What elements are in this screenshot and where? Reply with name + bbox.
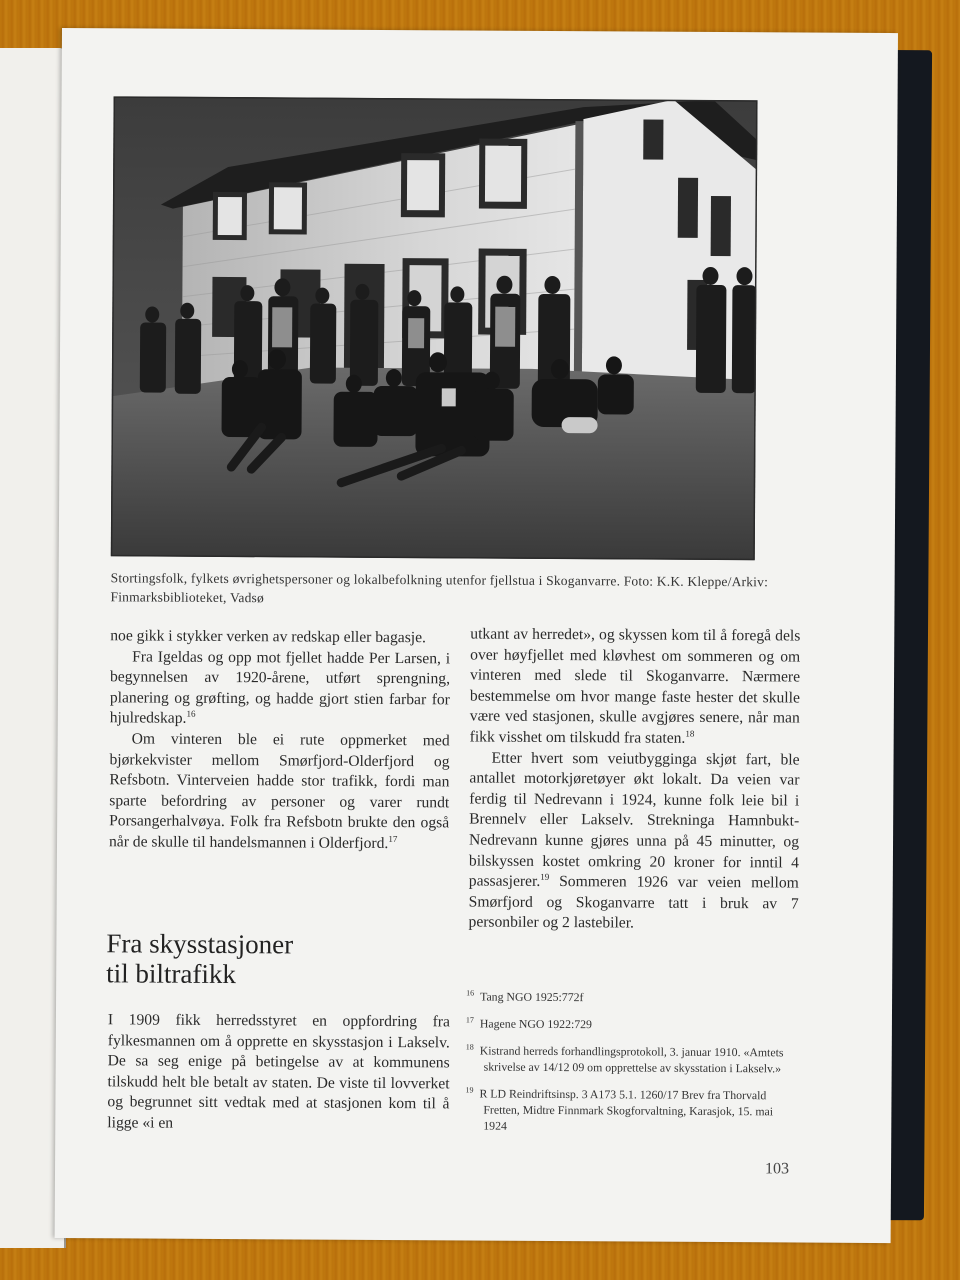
paragraph: noe gikk i stykker verken av redskap eller bagasje. [110,627,427,647]
photo-caption: Stortingsfolk, fylkets øvrighetspersoner og lokalbefolkning utenfor fjellstua i Skoganvarre. Foto: K.K. Kleppe/Arkiv: Finmarksbiblioteket, Vadsø [110,570,769,606]
historic-photo [111,96,758,560]
footnote-ref[interactable]: 16 [186,708,196,720]
footnote: $^{19}$ R LD Reindriftsinsp. 3 A173 5.1. 1260/17 Brev fra Thorvald Fretten, Midtre Finnmark Skogforvaltning, Karasjok, 15. mai 1924 [465,1085,774,1133]
footnote-ref[interactable]: 18 [685,728,695,739]
paragraph: Etter hvert som veiutbygginga skjøt fart, ble antallet motorkjøretøyer økt lokalt. Da veien var ferdig til Nedrevann i 1924, kunne folk leie bil i Brennelv eller Lakselv. Strekninga Hamnbukt-Nedrevann kunne gjøres unna på 45 minutter, og bilskyssen kostet omkring 20 kroner for inntil 4 passasjerer.$^{19}$ Sommeren 1926 var veien mellom Smørfjord og Skoganvarre tatt i bruk av 7 personbiler og 2 lastebiler. [468,749,800,932]
section-heading: Fra skysstasjoner til biltrafikk [106,928,294,990]
footnotes [465,985,796,1143]
page-number: 103 [764,1160,790,1178]
paragraph: utkant av herredet», og skyssen kom til å foregå dels over høyfjellet med kløvhest om sommeren og om vinteren med slede til Skoganvarre. Nærmere bestemmelse om hvor mange faste hester det skulle være ved stasjonen, skulle avgjøres senere, når man fikk visshet om tilskudd fra staten.$^{18}$ [469,625,801,747]
paragraph: Om vinteren ble ei rute oppmerket med bjørkekvister mellom Smørfjord-Olderfjord og Refsbotn. Vinterveien hadde stor trafikk, fordi man sparte befordring av personer og varer rundt Porsangerhalvøya. Folk fra Refsbotn brukte den også når de skulle til handelsmannen i Olderfjord.$^{17}$ [108,730,450,852]
left-column [109,626,450,855]
paragraph: Fra Igeldas og opp mot fjellet hadde Per Larsen, i begynnelsen av 1920-årene, utført sprengning, planering og grøfting, og hadde gjort stien farbar for hjulredskap.$^{16}$ [109,648,451,728]
left-column-lower [107,1010,450,1136]
footnote: $^{16}$ Tang NGO 1925:772f [466,988,584,1005]
footnote-ref[interactable]: 19 [540,871,550,882]
footnote-ref[interactable]: 17 [388,833,398,844]
paragraph: I 1909 fikk herredsstyret en oppfordring fra fylkesmannen om å opprette en skysstasjon i Lakselv. De sa seg enige på betingelse av at kommunens tilskudd helt ble betalt av staten. De viste til lovverket og begrunnet sitt vedtak med at stasjonen kom til å ligge «i en [107,1011,450,1132]
right-column [468,625,800,936]
footnote: $^{18}$ Kistrand herreds forhandlingsprotokoll, 3. januar 1910. «Amtets skrivelse av 14/12 09 om opprettelse av skysstation i Lakselv.» [465,1042,784,1076]
book-page [55,28,898,1243]
footnote: $^{17}$ Hagene NGO 1922:729 [465,1015,593,1032]
